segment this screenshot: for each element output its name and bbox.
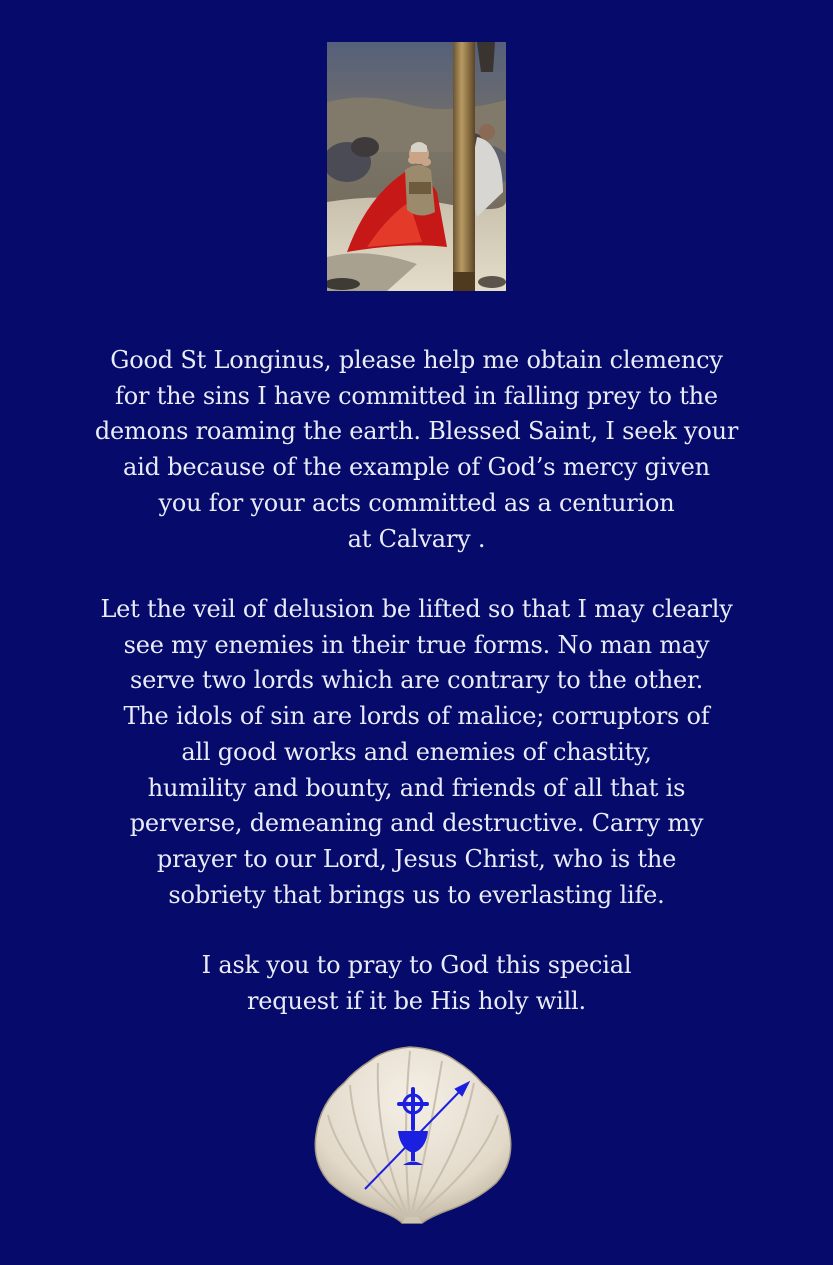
prayer-paragraph-3	[60, 948, 773, 1019]
prayer-paragraph-2	[60, 592, 773, 913]
prayer-line: serve two lords which are contrary to the other.	[129, 666, 704, 695]
prayer-paragraph-1	[60, 343, 773, 557]
prayer-line: prayer to our Lord, Jesus Christ, who is the	[156, 844, 677, 873]
prayer-line: aid because of the example of God’s mercy given	[123, 453, 710, 482]
prayer-line: at Calvary .	[347, 524, 486, 553]
prayer-line: request if it be His holy will.	[247, 986, 586, 1015]
prayer-line: Good St Longinus, please help me obtain clemency	[110, 346, 723, 374]
prayer-line: see my enemies in their true forms. No man may	[123, 630, 710, 659]
prayer-line: for the sins I have committed in falling prey to the	[115, 381, 718, 410]
crucifixion-painting	[327, 42, 506, 291]
prayer-line: demons roaming the earth. Blessed Saint, I seek your	[94, 417, 739, 446]
prayer-line: The idols of sin are lords of malice; corruptors of	[123, 702, 710, 731]
prayer-line: humility and bounty, and friends of all that is	[147, 773, 686, 802]
prayer-line: perverse, demeaning and destructive. Carry my	[129, 809, 704, 838]
scallop-shell-icon	[310, 1045, 516, 1225]
prayer-line: Let the veil of delusion be lifted so that I may clearly	[100, 595, 733, 623]
prayer-line: all good works and enemies of chastity,	[181, 737, 652, 766]
prayer-line: sobriety that brings us to everlasting life.	[168, 880, 665, 909]
prayer-line: you for your acts committed as a centurion	[158, 488, 675, 517]
prayer-line: I ask you to pray to God this special	[201, 951, 632, 979]
